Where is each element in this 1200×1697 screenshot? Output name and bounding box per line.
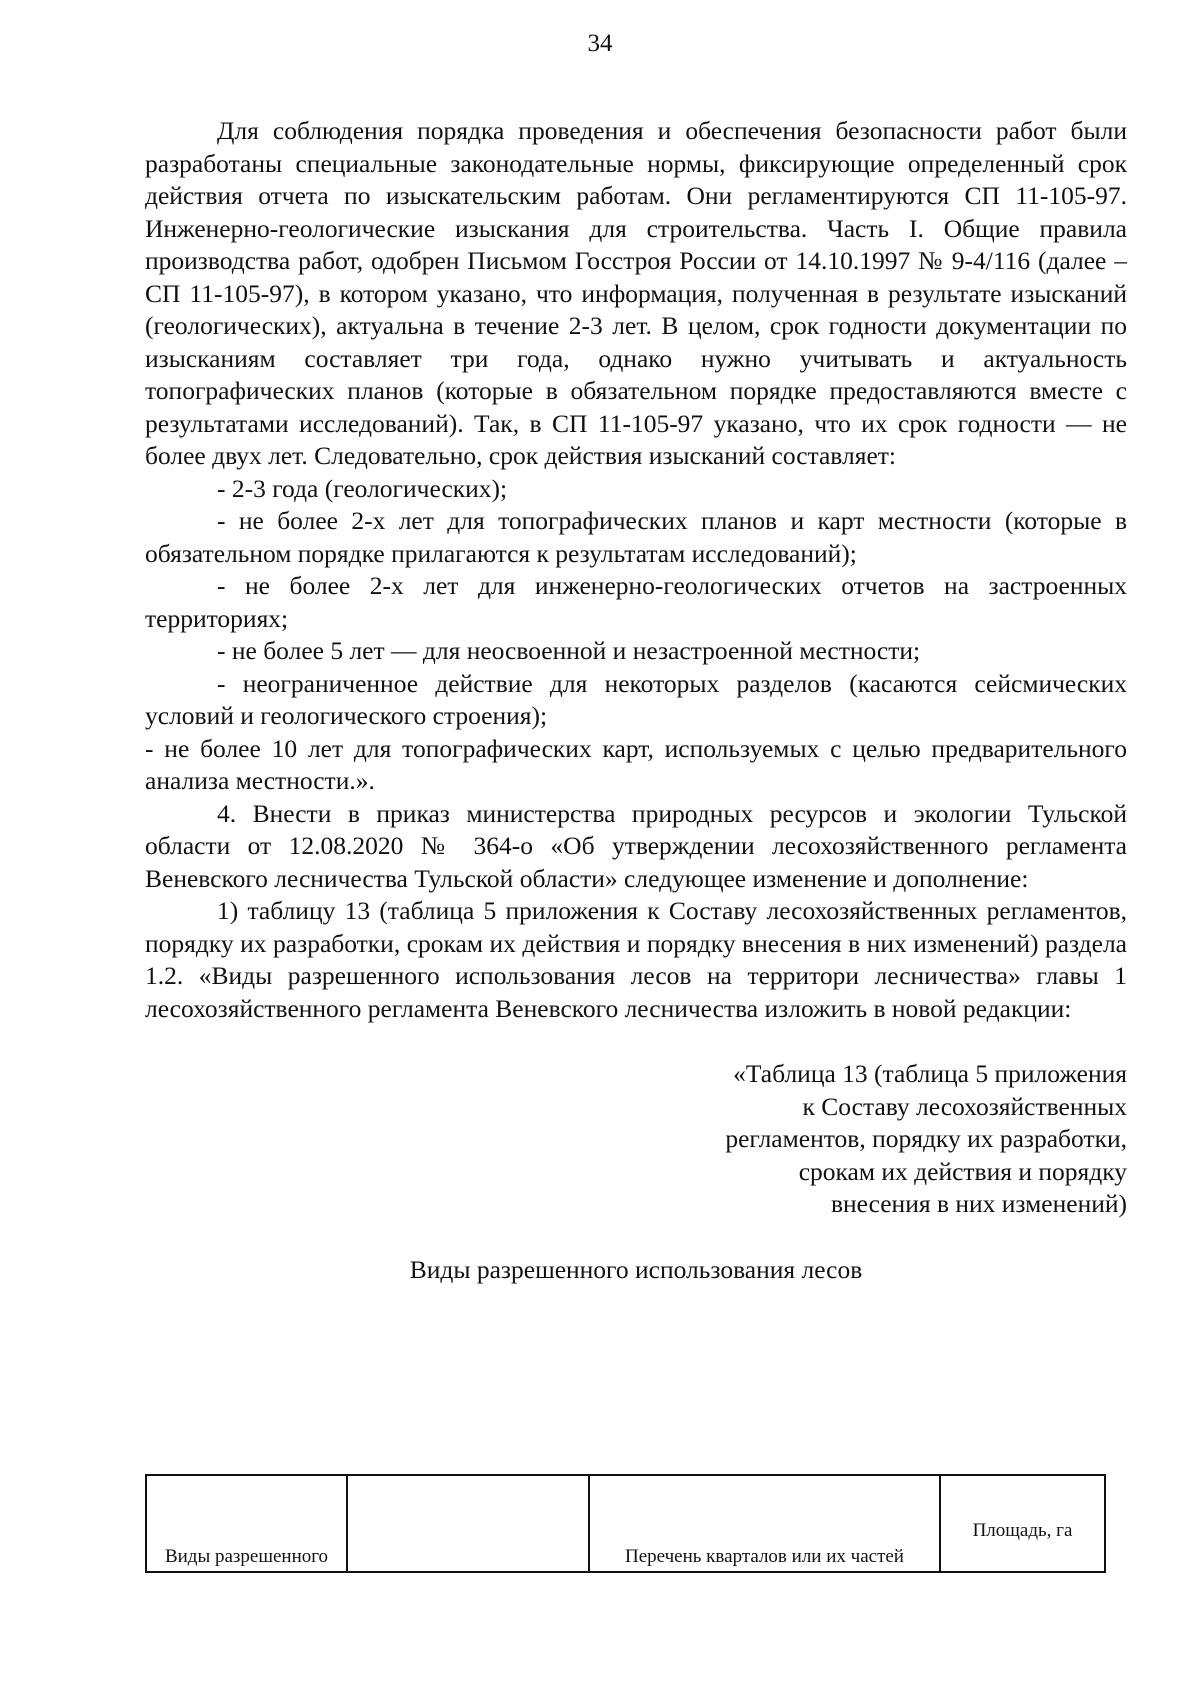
- table-caption-line: «Таблица 13 (таблица 5 приложения: [733, 1059, 1127, 1088]
- table-caption-line: регламентов, порядку их разработки,: [725, 1124, 1127, 1153]
- table-caption-line: внесения в них изменений): [830, 1189, 1127, 1218]
- list-item-topographic-plans: - не более 2-х лет для топографических планов и карт местности (которые в обязательном порядке прилагаются к результатам исследований);: [145, 506, 1127, 568]
- table-caption: [665, 1058, 1127, 1221]
- list-item-undeveloped-terrain: - не более 5 лет — для неосвоенной и незастроенной местности;: [217, 636, 921, 665]
- header-permitted-uses: Виды разрешенного: [146, 1475, 347, 1572]
- list-item-unlimited-sections: - неограниченное действие для некоторых разделов (касаются сейсмических условий и геологического строения);: [145, 668, 1127, 730]
- paragraph-order-amendment: 4. Внести в приказ министерства природных ресурсов и экологии Тульской области от 12.08.2020 № 364-о «Об утверждении лесохозяйственного регламента Веневского лесничества Тульской области» следующее изменение и дополнение:: [145, 798, 1127, 893]
- header-quarters-list: Перечень кварталов или их частей: [589, 1475, 940, 1572]
- page-number: 34: [587, 30, 613, 57]
- list-item-geological: - 2-3 года (геологических);: [217, 473, 508, 503]
- permitted-uses-table: [145, 1474, 1106, 1573]
- list-item-topographic-maps: - не более 10 лет для топографических карт, используемых с целью предварительного анализа местности.».: [145, 733, 1127, 795]
- paragraph-table-13: 1) таблицу 13 (таблица 5 приложения к Составу лесохозяйственных регламентов, порядку их разработки, срокам их действия и порядку внесения в них изменений) раздела 1.2. «Виды разрешенного использования лесов на территори лесничества» главы 1 лесохозяйственного регламента Веневского лесничества изложить в новой редакции:: [145, 896, 1127, 1023]
- table-caption-line: к Составу лесохозяйственных: [802, 1091, 1127, 1121]
- table-caption-line: срокам их действия и порядку: [798, 1156, 1127, 1186]
- table-title: Виды разрешенного использования лесов: [409, 1254, 863, 1284]
- header-area: Площадь, га: [940, 1475, 1105, 1572]
- header-empty: [347, 1475, 589, 1572]
- list-item-built-up-territories: - не более 2-х лет для инженерно-геологических отчетов на застроенных территориях;: [145, 571, 1127, 633]
- paragraph-survey-norms: Для соблюдения порядка проведения и обеспечения безопасности работ были разработаны специальные законодательные нормы, фиксирующие определенный срок действия отчета по изыскательским работам. Они регламентируются СП 11-105-97. Инженерно-геологические изыскания для строительства. Часть I. Общие правила производства работ, одобрен Письмом Госстроя России от 14.10.1997 № 9-4/116 (далее – СП 11-105-97), в котором указано, что информация, полученная в результате изысканий (геологических), актуальна в течение 2-3 лет. В целом, срок годности документации по изысканиям составляет три года, однако нужно учитывать и актуальность топографических планов (которые в обязательном порядке предоставляются вместе с результатами исследований). Так, в СП 11-105-97 указано, что их срок годности — не более двух лет. Следовательно, срок действия изысканий составляет:: [145, 116, 1127, 470]
- document-body: [145, 115, 1127, 1286]
- table-header-row: [146, 1475, 1105, 1572]
